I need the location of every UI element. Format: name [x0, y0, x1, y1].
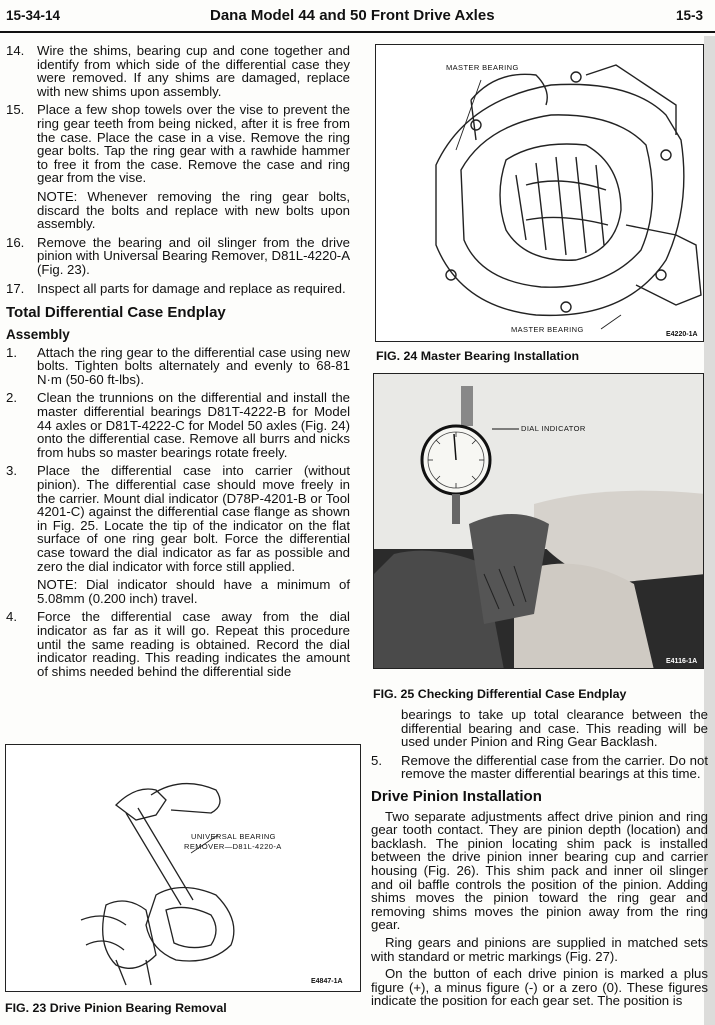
figure-24-caption: FIG. 24 Master Bearing Installation: [376, 349, 580, 363]
assembly-step-3: 3. Place the differential case into carrier (without pinion). The differential case should move freely in the carrier. Mount dial indicator (D78P-4201-B or Tool 4201-C) against the differential case flange as shown in Fig. 25. Locate the tip of the indicator on the flat surface of one ring gear bolt. Force the differential case toward the dial indicator as far as possible and zero the dial indicator with force still applied.: [6, 463, 350, 574]
assembly-step-5: 5. Remove the differential case from the carrier. Do not remove the master differential bearings at this time.: [371, 752, 708, 782]
step-16: 16. Remove the bearing and oil slinger from the drive pinion with Universal Bearing Remover, D81L-4220-A (Fig. 23).: [6, 234, 350, 277]
figure-25-dial-indicator: [373, 373, 704, 669]
figure-24-code: E4220-1A: [666, 331, 698, 338]
figure-23-bearing-removal: [5, 744, 361, 992]
note-ring-gear-bolts: NOTE: Whenever removing the ring gear bolts, discard the bolts and replace with new bolts upon assembly.: [37, 188, 350, 232]
figure-25-caption: FIG. 25 Checking Differential Case Endplay: [373, 687, 627, 701]
figure-23-caption: FIG. 23 Drive Pinion Bearing Removal: [5, 1001, 227, 1015]
paragraph-adjustments: Two separate adjustments affect drive pinion and ring gear tooth contact. They are pinion depth (location) and backlash. The pinion locating shim pack is installed between the drive pinion inner bearing cup and carrier housing (Fig. 26). This shim pack and inner oil slinger and oil baffle controls the position of the pinion. Adding shims moves the pinion toward the ring gear and removing shims moves the pinion away from the ring gear.: [371, 808, 708, 933]
page-edge-shadow: [704, 36, 715, 1025]
callout-dial-indicator: DIAL INDICATOR: [521, 424, 586, 433]
step-15: 15. Place a few shop towels over the vise to prevent the ring gear teeth from being nicked, after it is free from the case. Place the case in a vise. Remove the ring gear bolts. Tap the ring gear with a rawhide hammer to free it from the case. Remove the case and ring gear from the vise.: [6, 102, 350, 186]
figure-23-code: E4847-1A: [311, 978, 343, 985]
master-bearing-illustration: [376, 45, 704, 342]
paragraph-pinion-markings: On the button of each drive pinion is marked a plus figure (+), a minus figure (-) or a zero (0). These figures indicate the position for each gear set. The position is: [371, 966, 708, 1009]
page-header: [0, 6, 715, 28]
subsection-title-assembly: Assembly: [6, 327, 70, 343]
header-rule: [0, 31, 715, 33]
step-14: 14. Wire the shims, bearing cup and cone together and identify from which side of the differential case they were removed. If any shims are damaged, replace with new shims upon assembly.: [6, 43, 350, 99]
paragraph-matched-sets: Ring gears and pinions are supplied in matched sets with standard or metric markings (Fig. 27).: [371, 934, 708, 964]
callout-master-bearing-top: MASTER BEARING: [446, 63, 519, 72]
step-4-continuation: bearings to take up total clearance between the differential bearing and case. This reading will be used under Pinion and Ring Gear Backlash.: [401, 707, 708, 750]
left-column: [6, 44, 350, 683]
page-number-left: 15-34-14: [6, 8, 61, 23]
section-title-drive-pinion: Drive Pinion Installation: [371, 787, 542, 805]
section-title-endplay: Total Differential Case Endplay: [6, 304, 226, 322]
bearing-remover-illustration: [6, 745, 361, 992]
figure-25-code: E4116-1A: [666, 658, 698, 665]
assembly-step-1: 1. Attach the ring gear to the differential case using new bolts. Tighten bolts alternately and evenly to 68-81 N·m (50-60 ft-lbs).: [6, 344, 350, 387]
dial-indicator-photo: [374, 374, 704, 669]
step-17: 17. Inspect all parts for damage and replace as required.: [6, 280, 346, 296]
page-number-right: 15-3: [676, 8, 704, 23]
callout-universal-bearing: UNIVERSAL BEARING: [191, 832, 276, 841]
page-title: Dana Model 44 and 50 Front Drive Axles: [210, 7, 495, 24]
assembly-step-4: 4. Force the differential case away from the dial indicator as far as it will go. Repeat this procedure until the same reading is obtained. Record the dial indicator reading. This reading indicates the amount of shims needed behind the differential side: [6, 609, 350, 679]
assembly-step-2: 2. Clean the trunnions on the differential and install the master differential bearings D81T-4222-B for Model 44 axles or D81T-4222-C for Model 50 axles (Fig. 24) onto the differential case. Remove all burrs and nicks from hubs so master bearings rotate freely.: [6, 390, 350, 460]
callout-master-bearing-bottom: MASTER BEARING: [511, 325, 584, 334]
callout-remover-part-number: REMOVER—D81L-4220-A: [184, 842, 282, 851]
figure-24-master-bearing: [375, 44, 704, 342]
note-dial-indicator-travel: NOTE: Dial indicator should have a minimum of 5.08mm (0.200 inch) travel.: [37, 577, 350, 606]
right-column: [371, 708, 708, 1012]
